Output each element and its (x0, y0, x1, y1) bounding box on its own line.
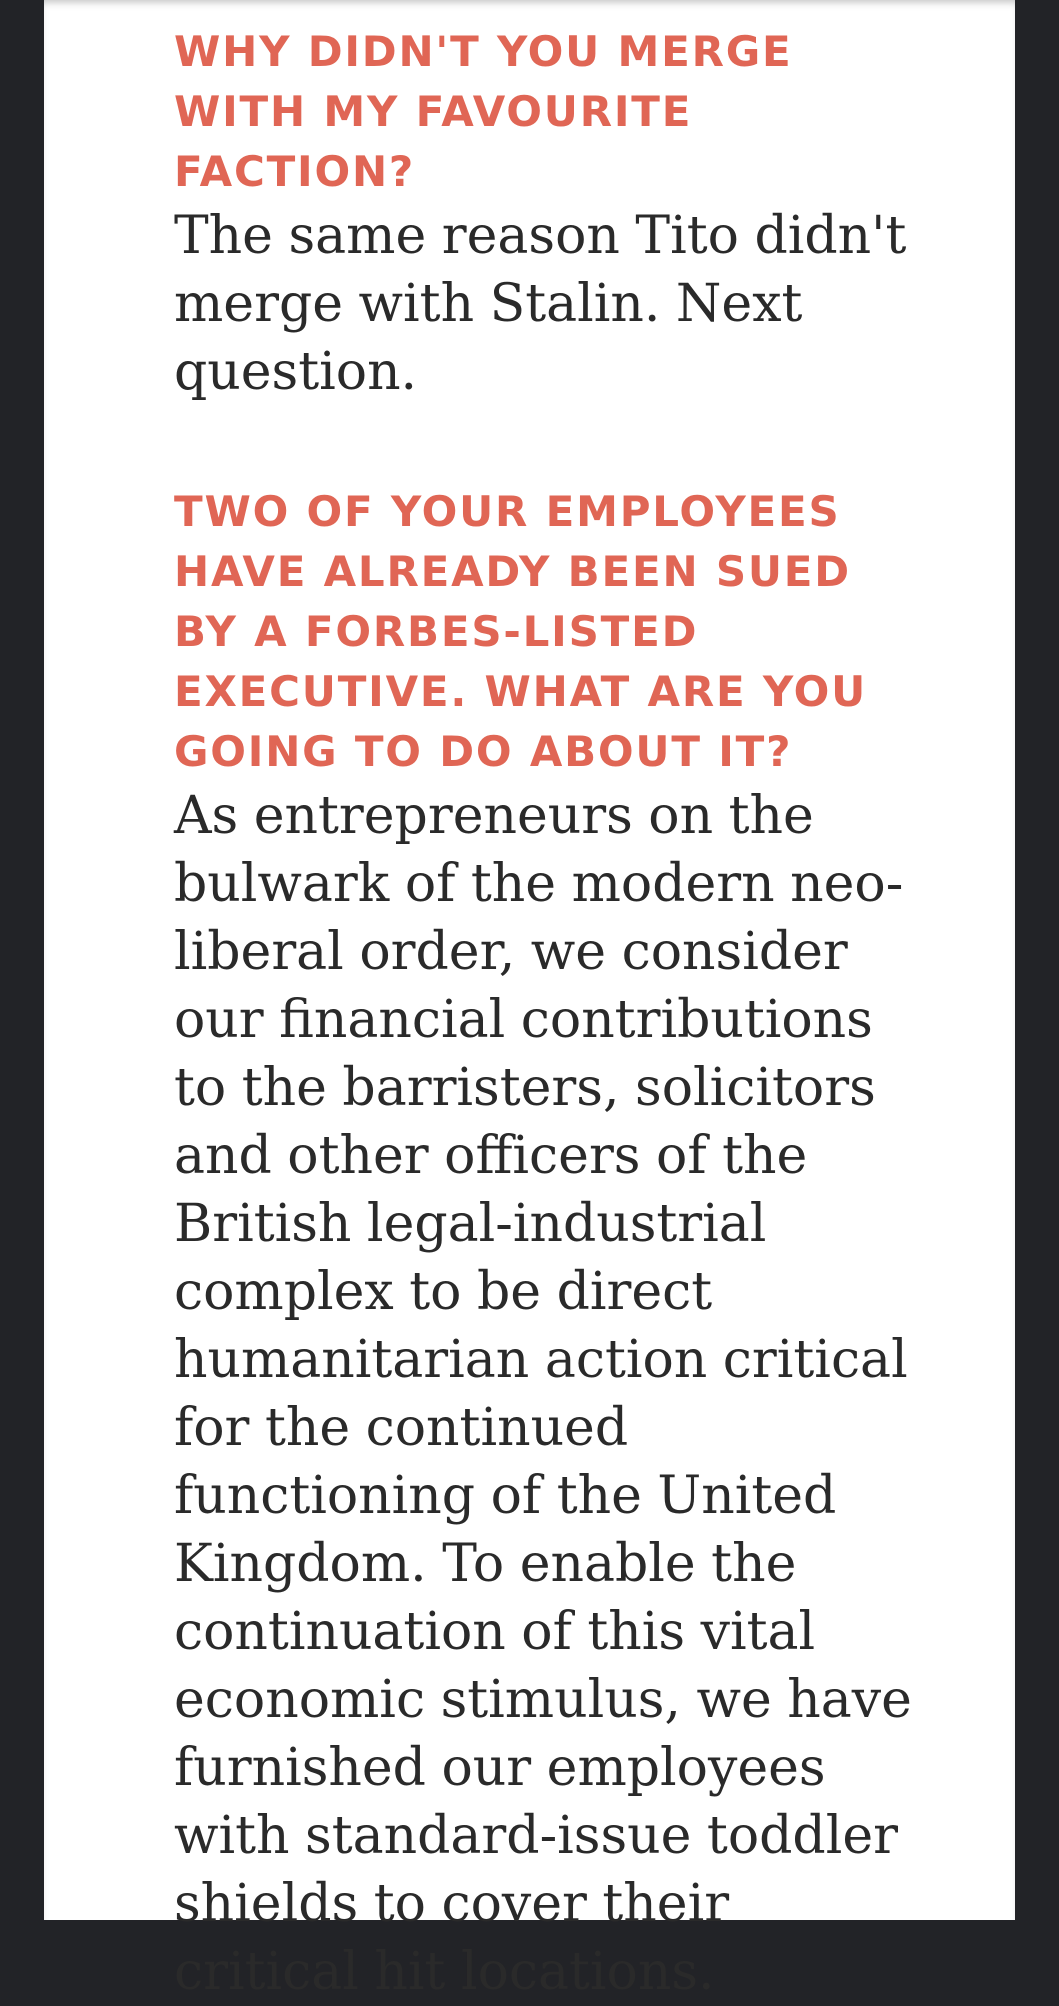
faq-section (174, 22, 914, 2006)
article-page (44, 0, 1015, 2002)
faq-answer: The same reason Tito didn't merge with Stalin. Next question. (174, 206, 907, 402)
faq-answer: As entrepreneurs on the bulwark of the modern neo-liberal order, we consider our financial contributions to the barristers, solicitors and other officers of the British legal-industrial complex to be direct humanitarian action critical for the continued functioning of the United Kingdom. To enable the continuation of this vital economic stimulus, we have furnished our employees with standard-issue toddler shields to cover their critical hit locations. (174, 786, 912, 2002)
faq-question: TWO OF YOUR EMPLOYEES HAVE ALREADY BEEN SUED BY A FORBES-LISTED EXECUTIVE. WHAT ARE YOU GOING TO DO ABOUT IT? (174, 487, 868, 776)
faq-item (174, 22, 914, 406)
faq-item (174, 482, 914, 2006)
faq-question: WHY DIDN'T YOU MERGE WITH MY FAVOURITE FACTION? (174, 27, 793, 196)
